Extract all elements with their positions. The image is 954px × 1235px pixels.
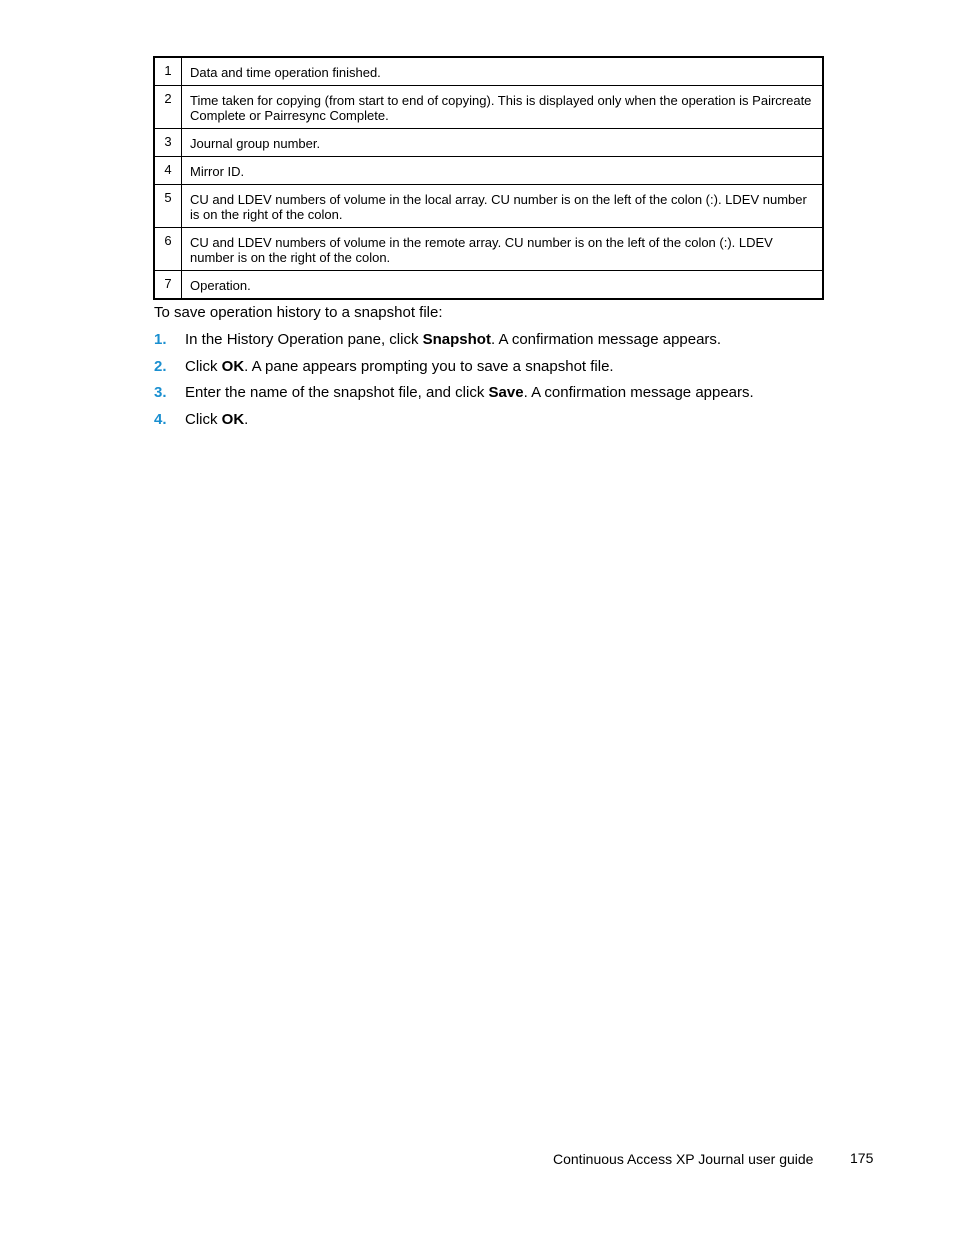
step-text bbox=[185, 411, 248, 429]
row-number: 5 bbox=[154, 185, 182, 228]
row-description: Time taken for copying (from start to end of copying). This is displayed only when the operation is Paircreate Complete or Pairresync Complete. bbox=[182, 86, 824, 129]
table-row bbox=[154, 271, 823, 300]
row-description: CU and LDEV numbers of volume in the remote array. CU number is on the left of the colon (:). LDEV number is on the right of the colon. bbox=[182, 228, 824, 271]
table-row bbox=[154, 57, 823, 86]
step-text-after: . A pane appears prompting you to save a snapshot file. bbox=[244, 357, 614, 375]
list-item bbox=[154, 358, 754, 385]
step-ui-term: OK bbox=[221, 410, 245, 428]
table-row bbox=[154, 185, 823, 228]
row-number: 3 bbox=[154, 129, 182, 157]
list-item bbox=[154, 331, 754, 358]
step-ui-term: Save bbox=[488, 384, 524, 402]
step-ui-term: Snapshot bbox=[422, 331, 491, 348]
row-description: Data and time operation finished. bbox=[182, 57, 824, 86]
step-number: 2. bbox=[154, 357, 167, 375]
step-text-before: Click bbox=[185, 410, 222, 428]
table-row bbox=[154, 129, 823, 157]
row-number: 7 bbox=[154, 271, 182, 300]
step-text-before: Click bbox=[185, 357, 222, 375]
step-text-after: . A confirmation message appears. bbox=[523, 384, 754, 402]
row-description: Operation. bbox=[182, 271, 824, 300]
step-ui-term: OK bbox=[221, 357, 245, 375]
row-description: Journal group number. bbox=[182, 129, 824, 157]
step-number: 4. bbox=[154, 410, 167, 428]
table-row bbox=[154, 228, 823, 271]
step-text bbox=[185, 384, 754, 402]
table-row bbox=[154, 86, 823, 129]
step-number: 3. bbox=[154, 384, 167, 402]
list-item bbox=[154, 384, 754, 411]
table-row bbox=[154, 157, 823, 185]
step-text bbox=[185, 331, 721, 349]
step-text-after: . bbox=[244, 410, 249, 428]
procedure-intro: To save operation history to a snapshot file: bbox=[154, 304, 443, 321]
row-number: 4 bbox=[154, 157, 182, 185]
list-item bbox=[154, 411, 754, 438]
row-number: 6 bbox=[154, 228, 182, 271]
step-text bbox=[185, 358, 614, 376]
legend-table bbox=[153, 56, 824, 300]
step-text-before: Enter the name of the snapshot file, and click bbox=[185, 384, 489, 402]
step-text-after: . A confirmation message appears. bbox=[490, 331, 722, 348]
procedure-steps bbox=[154, 331, 754, 437]
row-description: Mirror ID. bbox=[182, 157, 824, 185]
row-number: 2 bbox=[154, 86, 182, 129]
step-number: 1. bbox=[154, 331, 167, 348]
step-text-before: In the History Operation pane, click bbox=[185, 331, 423, 348]
page-number: 175 bbox=[850, 1150, 874, 1166]
row-description: CU and LDEV numbers of volume in the local array. CU number is on the left of the colon (:). LDEV number is on the right of the colon. bbox=[182, 185, 824, 228]
row-number: 1 bbox=[154, 57, 182, 86]
footer-document-title: Continuous Access XP Journal user guide bbox=[553, 1151, 814, 1167]
